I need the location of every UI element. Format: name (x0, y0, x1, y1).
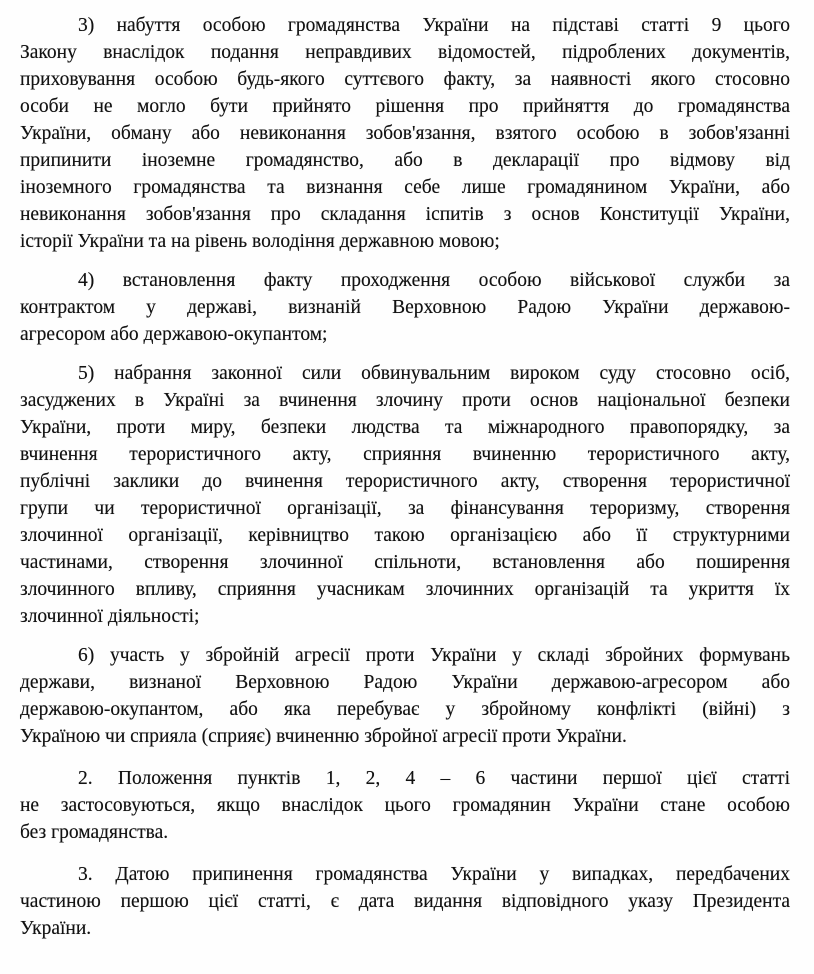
text-line: припинити іноземне громадянство, або в декларації про відмову від (20, 150, 790, 171)
text-line: України, проти миру, безпеки людства та міжнародного правопорядку, за (20, 417, 790, 438)
paragraph-part-3 (20, 861, 790, 942)
paragraph-item-5 (20, 360, 790, 630)
text-line: засуджених в Україні за вчинення злочину проти основ національної безпеки (20, 390, 790, 411)
text-line: держави, визнаної Верховною Радою України державою-агресором або (20, 672, 790, 693)
text-line: приховування особою будь-якого суттєвого факту, за наявності якого стосовно (20, 69, 790, 90)
text-line: 2. Положення пунктів 1, 2, 4 – 6 частини першої цієї статті (78, 768, 790, 789)
text-line: вчинення терористичного акту, сприяння вчиненню терористичного акту, (20, 444, 790, 465)
text-line: частинами, створення злочинної спільноти, встановлення або поширення (20, 552, 790, 573)
text-line: історії України та на рівень володіння державною мовою; (20, 231, 500, 252)
text-line: не застосовуються, якщо внаслідок цього громадянин України стане особою (20, 795, 790, 816)
text-line: 6) участь у збройній агресії проти України у складі збройних формувань (78, 645, 790, 666)
text-line: 4) встановлення факту проходження особою військової служби за (78, 270, 790, 291)
paragraph-item-6 (20, 642, 790, 750)
text-line: Закону внаслідок подання неправдивих відомостей, підроблених документів, (20, 42, 790, 63)
text-line: без громадянства. (20, 822, 169, 843)
text-line: особи не могло бути прийнято рішення про прийняття до громадянства (20, 96, 790, 117)
text-line: України, обману або невиконання зобов'язання, взятого особою в зобов'язанні (20, 123, 790, 144)
text-line: невиконання зобов'язання про складання іспитів з основ Конституції України, (20, 204, 790, 225)
paragraph-item-4 (20, 267, 790, 348)
text-line: агресором або державою-окупантом; (20, 324, 328, 345)
text-line: контрактом у державі, визнаній Верховною Радою України державою- (20, 297, 790, 318)
text-line: 5) набрання законної сили обвинувальним вироком суду стосовно осіб, (78, 363, 790, 384)
text-line: частиною першою цієї статті, є дата видання відповідного указу Президента (20, 891, 790, 912)
text-line: публічні заклики до вчинення терористичного акту, створення терористичної (20, 471, 790, 492)
text-line: злочинного впливу, сприяння учасникам злочинних організацій та укриття їх (20, 579, 790, 600)
text-line: України. (20, 918, 92, 939)
text-line: Україною чи сприяла (сприяє) вчиненню збройної агресії проти України. (20, 726, 627, 747)
paragraph-item-3 (20, 12, 790, 255)
text-line: 3) набуття особою громадянства України на підставі статті 9 цього (78, 15, 790, 36)
text-line: 3. Датою припинення громадянства України у випадках, передбачених (78, 864, 790, 885)
paragraph-part-2 (20, 765, 790, 846)
text-line: групи чи терористичної організації, за фінансування тероризму, створення (20, 498, 790, 519)
text-line: іноземного громадянства та визнання себе лише громадянином України, або (20, 177, 790, 198)
text-line: державою-окупантом, або яка перебуває у збройному конфлікті (війні) з (20, 699, 790, 720)
text-line: злочинної діяльності; (20, 606, 200, 627)
text-line: злочинної організації, керівництво такою організацією або її структурними (20, 525, 790, 546)
